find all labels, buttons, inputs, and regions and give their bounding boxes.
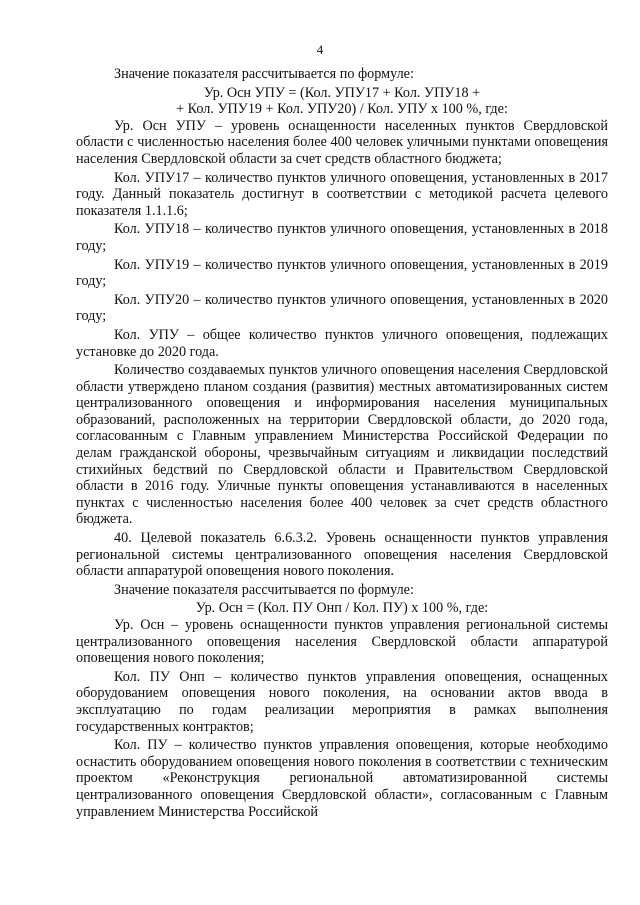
definition-paragraph: Ур. Осн УПУ – уровень оснащенности населенных пунктов Свердловской области с численностью населения более 400 человек уличными пунктами оповещения населения Свердловской области за счет средств областного бюджета; xyxy=(76,117,608,167)
definition-paragraph: Ур. Осн – уровень оснащенности пунктов управления региональной системы централизованного оповещения населения Свердловской области аппаратурой оповещения нового поколения; xyxy=(76,617,608,667)
formula-intro: Значение показателя рассчитывается по формуле: xyxy=(114,581,414,598)
definition-paragraph: Кол. ПУ – количество пунктов управления оповещения, которые необходимо оснастить оборудованием оповещения нового поколения в соответствии с техническим проектом «Реконструкция региональной автоматизированной системы централизованного оповещения Свердловской области», согласованным с Главным управлением Министерства Российской xyxy=(76,737,608,820)
formula-line: Ур. Осн УПУ = (Кол. УПУ17 + Кол. УПУ18 + xyxy=(203,84,481,101)
formula-line: Ур. Осн = (Кол. ПУ Онп / Кол. ПУ) х 100 %, где: xyxy=(195,600,489,617)
definition-paragraph: Кол. УПУ19 – количество пунктов уличного оповещения, установленных в 2019 году; xyxy=(76,256,608,290)
page-number: 4 xyxy=(316,42,324,57)
definition-paragraph: Кол. ПУ Онп – количество пунктов управления оповещения, оснащенных оборудованием оповещения нового поколения, на основании актов ввода в эксплуатацию по годам реализации мероприятия в рамках выполнения государственных контрактов; xyxy=(76,668,608,735)
definition-paragraph: Кол. УПУ18 – количество пунктов уличного оповещения, установленных в 2018 году; xyxy=(76,221,608,254)
definition-paragraph: Кол. УПУ – общее количество пунктов уличного оповещения, подлежащих установке до 2020 года. xyxy=(76,326,608,360)
body-paragraph: Количество создаваемых пунктов уличного оповещения населения Свердловской области утверждено планом создания (развития) местных автоматизированных систем централизованного оповещения и информирования населения муниципальных образований, расположенных на территории Свердловской области, до 2020 года, согласованным с Главным управлением Министерства Российской Федерации по делам гражданской обороны, чрезвычайным ситуациям и ликвидации последствий стихийных бедствий по Свердловской области и Правительством Свердловской области в 2016 году. Уличные пункты оповещения устанавливаются в населенных пунктах с численностью населения более 400 человек за счет средств областного бюджета. xyxy=(76,362,608,528)
formula-intro: Значение показателя рассчитывается по формуле: xyxy=(114,66,414,82)
definition-paragraph: Кол. УПУ20 – количество пунктов уличного оповещения, установленных в 2020 году; xyxy=(76,291,608,325)
formula-line: + Кол. УПУ19 + Кол. УПУ20) / Кол. УПУ х 100 %, где: xyxy=(176,101,508,118)
section-heading-paragraph: 40. Целевой показатель 6.6.3.2. Уровень оснащенности пунктов управления региональной системы централизованного оповещения населения Свердловской области аппаратурой оповещения нового поколения. xyxy=(76,530,608,580)
definition-paragraph: Кол. УПУ17 – количество пунктов уличного оповещения, установленных в 2017 году. Данный показатель достигнут в соответствии с методикой расчета целевого показателя 1.1.1.6; xyxy=(76,169,608,219)
document-body xyxy=(76,66,608,822)
